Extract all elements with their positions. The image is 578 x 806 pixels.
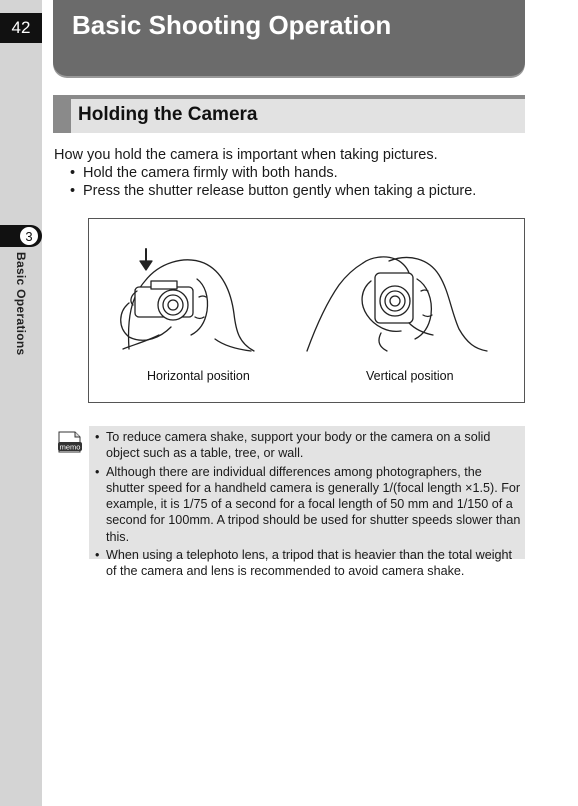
- chapter-number: 3: [19, 226, 39, 246]
- side-strip: [0, 0, 42, 806]
- intro-text: How you hold the camera is important when taking pictures.: [54, 147, 438, 163]
- horizontal-position-figure: [121, 249, 254, 351]
- vertical-position-figure: [307, 257, 487, 351]
- chapter-tab: [0, 225, 42, 247]
- section-marker: [53, 95, 71, 133]
- page-number: 42: [0, 13, 42, 43]
- memo-item: • To reduce camera shake, support your body or the camera on a solid object such as a table, tree, or wall.: [95, 429, 521, 462]
- intro-bullet-list: [70, 164, 476, 200]
- list-item: • Press the shutter release button gently when taking a picture.: [70, 182, 476, 200]
- memo-list: [95, 429, 521, 582]
- memo-item: • When using a telephoto lens, a tripod that is heavier than the total weight of the camera and lens is recommended to avoid camera shake.: [95, 547, 521, 580]
- caption-vertical: Vertical position: [366, 369, 454, 383]
- memo-icon: [57, 429, 83, 455]
- chapter-label: Basic Operations: [14, 252, 28, 356]
- holding-illustration: [88, 218, 525, 403]
- section-title: Holding the Camera: [78, 104, 258, 125]
- list-item: • Hold the camera firmly with both hands.: [70, 164, 476, 182]
- memo-item: • Although there are individual differences among photographers, the shutter speed for a handheld camera is generally 1/(focal length ×1.5). For example, it is 1/75 of a second for a focal length of 50 mm and 1/150 of a second for 100mm. A tripod should be used for shutter speeds slower than this.: [95, 464, 521, 545]
- caption-horizontal: Horizontal position: [147, 369, 250, 383]
- memo-icon-label: memo: [59, 442, 81, 452]
- page-title: Basic Shooting Operation: [72, 10, 392, 40]
